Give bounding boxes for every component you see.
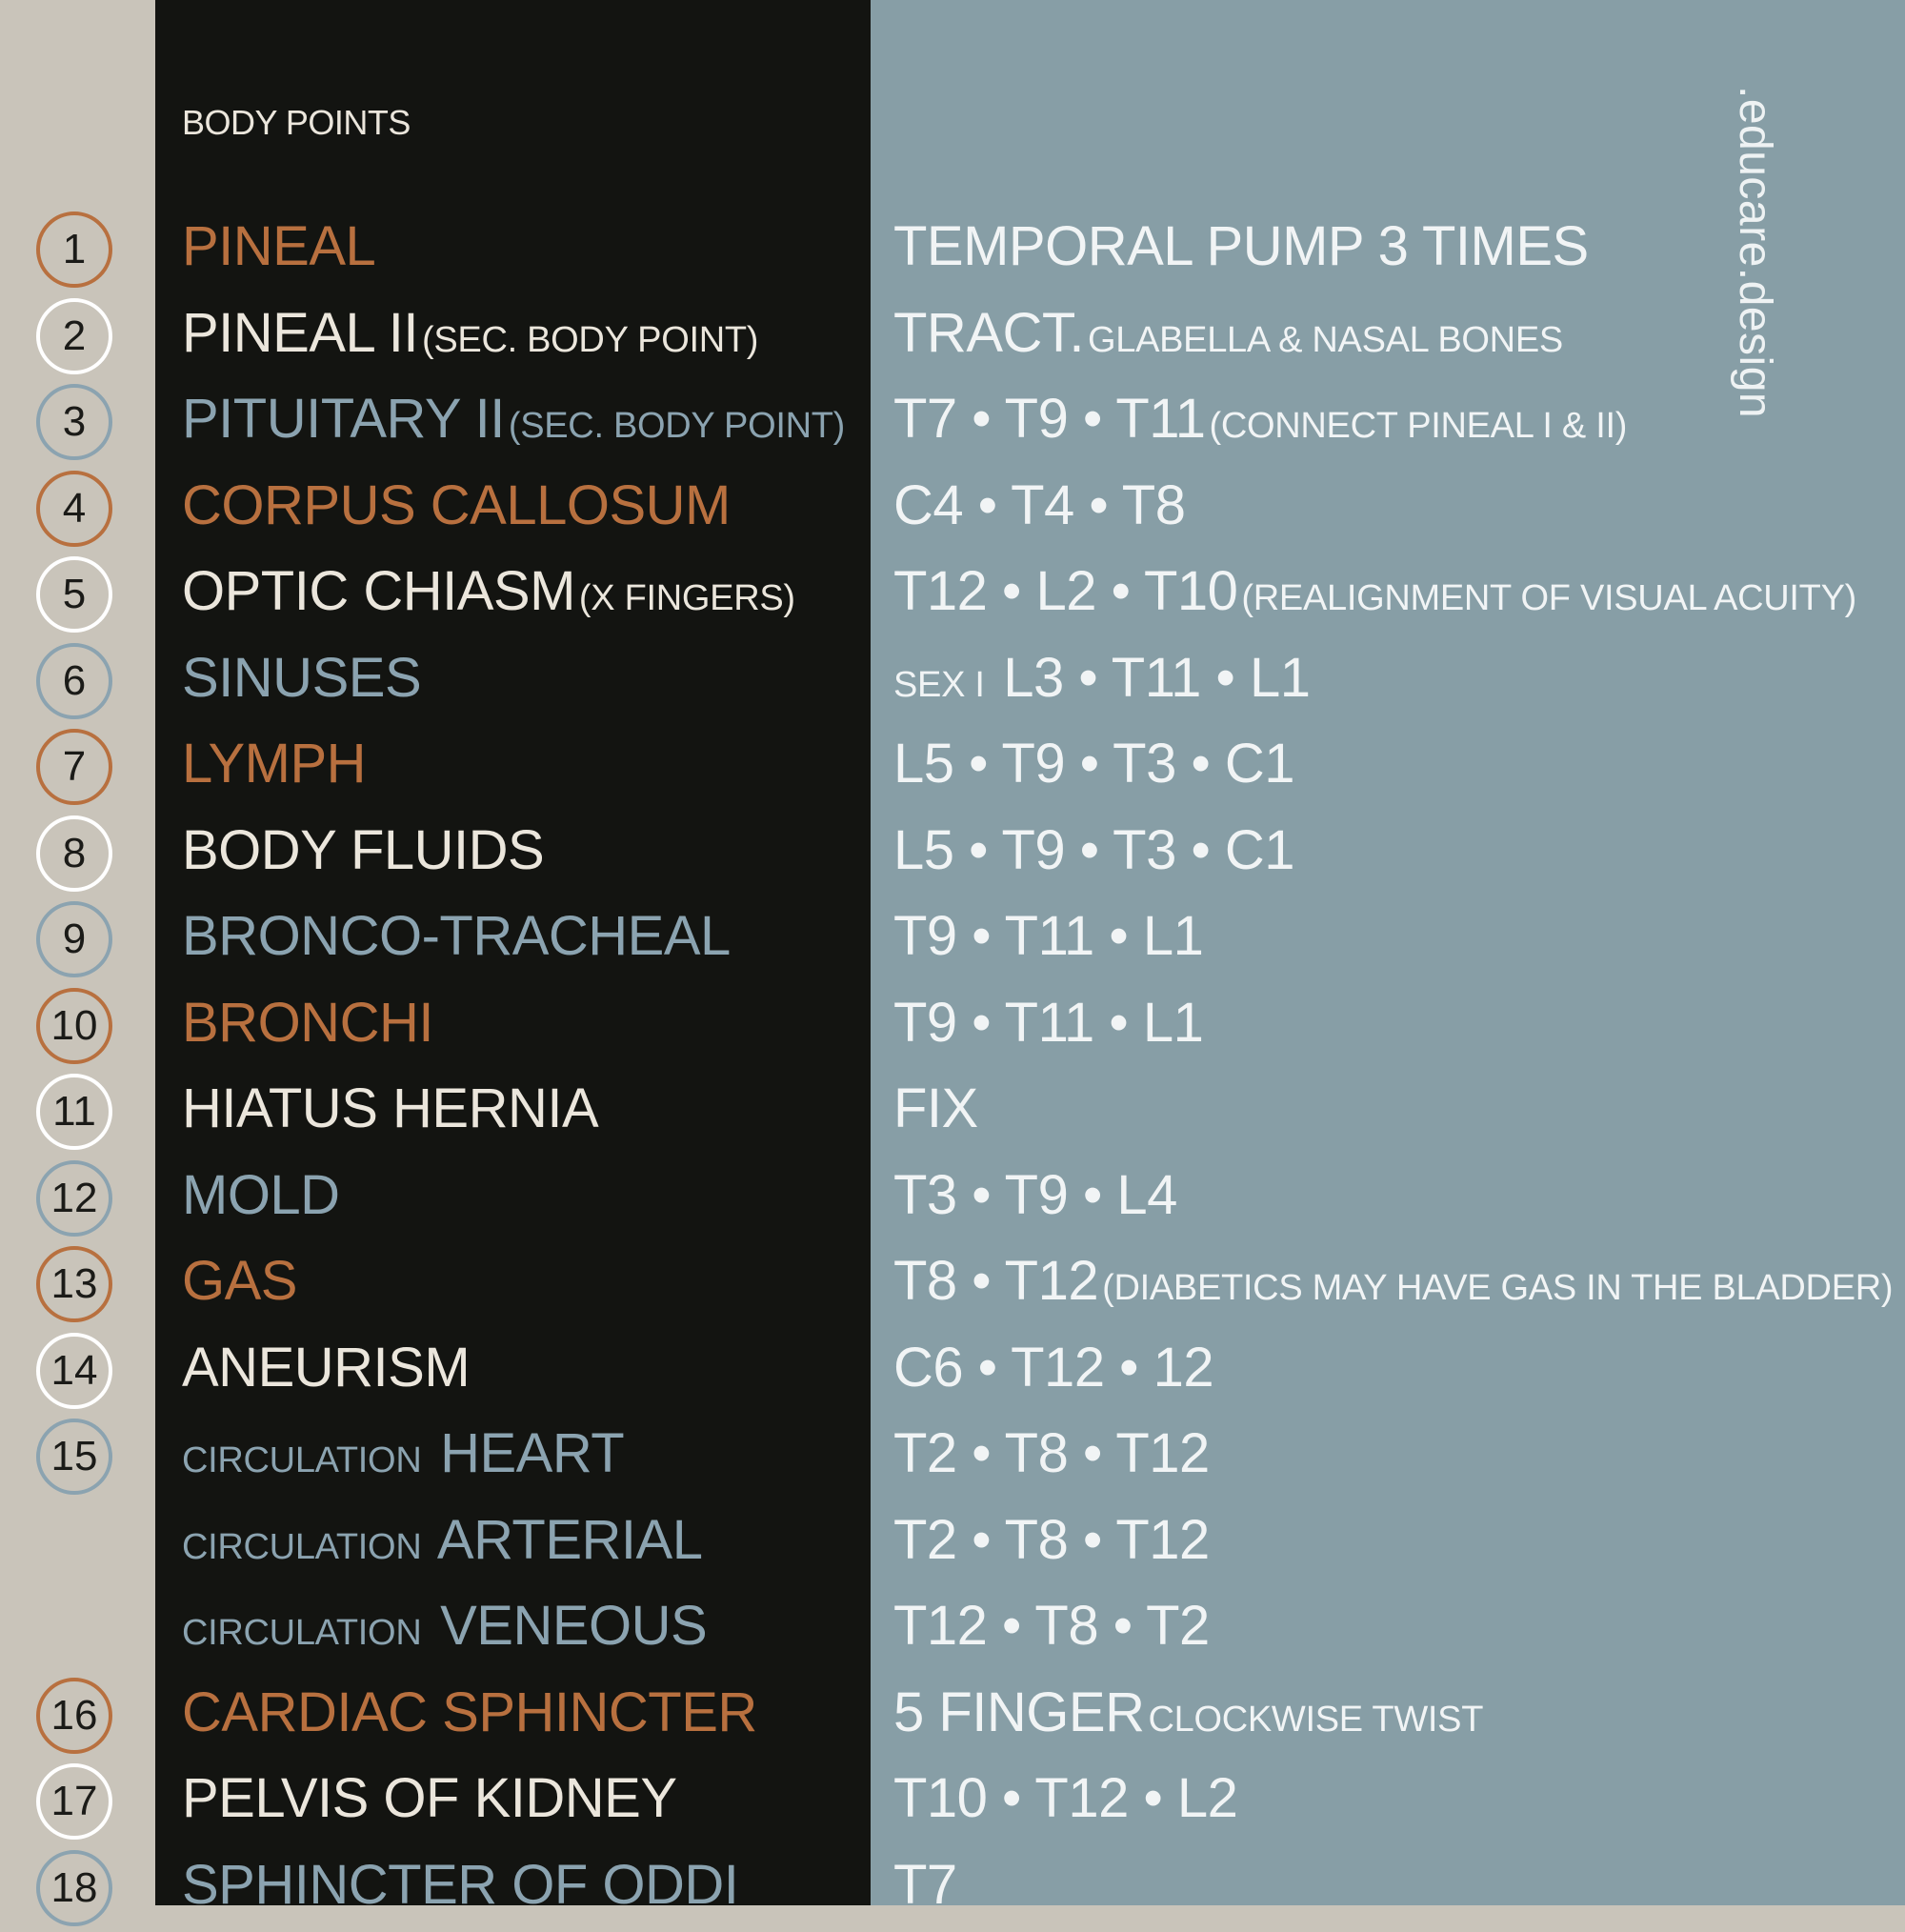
value-main: T8 • T12 — [893, 1250, 1099, 1312]
protocol-value — [893, 1593, 1210, 1660]
value-note: (CONNECT PINEAL I & II) — [1209, 406, 1628, 446]
protocol-value — [893, 990, 1203, 1057]
value-note: CLOCKWISE TWIST — [1148, 1699, 1484, 1740]
body-point-row — [0, 467, 1905, 553]
body-point-name — [182, 903, 731, 970]
value-main: T3 • T9 • L4 — [893, 1163, 1177, 1226]
value-main: C4 • T4 • T8 — [893, 473, 1186, 536]
value-main: L3 • T11 • L1 — [1003, 646, 1311, 709]
body-point-row — [0, 380, 1905, 466]
row-number-badge: 5 — [36, 556, 112, 633]
protocol-value — [893, 817, 1294, 884]
body-point-name — [182, 300, 762, 373]
row-number-badge: 15 — [36, 1419, 112, 1495]
name-main: BRONCO-TRACHEAL — [182, 905, 731, 967]
body-point-name — [182, 1852, 738, 1919]
body-point-row — [0, 812, 1905, 897]
value-main: T7 — [893, 1853, 957, 1916]
value-note: (DIABETICS MAY HAVE GAS IN THE BLADDER) — [1102, 1268, 1894, 1308]
name-main: HIATUS HERNIA — [182, 1077, 599, 1139]
protocol-value — [893, 473, 1186, 539]
protocol-value — [893, 1680, 1487, 1753]
name-main: CARDIAC SPHINCTER — [182, 1680, 757, 1743]
body-point-row — [0, 553, 1905, 638]
protocol-value — [893, 213, 1589, 280]
row-number-badge: 3 — [36, 384, 112, 460]
value-main: T12 • T8 • T2 — [893, 1595, 1210, 1657]
body-point-name — [182, 1593, 707, 1666]
protocol-value — [893, 1507, 1210, 1574]
body-point-name — [182, 473, 731, 539]
body-point-row — [0, 1674, 1905, 1760]
row-number-badge: 10 — [36, 988, 112, 1064]
name-main: CORPUS CALLOSUM — [182, 473, 731, 536]
body-point-row — [0, 1415, 1905, 1500]
row-number-badge: 13 — [36, 1246, 112, 1322]
name-main: PINEAL II — [182, 301, 419, 364]
body-point-name — [182, 1076, 598, 1142]
value-main: T9 • T11 • L1 — [893, 991, 1204, 1054]
body-point-row — [0, 294, 1905, 380]
body-point-name — [182, 645, 421, 712]
value-note: GLABELLA & NASAL BONES — [1088, 319, 1563, 360]
body-point-row — [0, 984, 1905, 1070]
body-point-row — [0, 1846, 1905, 1932]
protocol-value — [893, 731, 1294, 797]
row-number-badge: 17 — [36, 1763, 112, 1840]
value-main: C6 • T12 • 12 — [893, 1336, 1214, 1399]
value-main: L5 • T9 • T3 • C1 — [893, 733, 1295, 795]
value-main: TEMPORAL PUMP 3 TIMES — [893, 215, 1589, 277]
name-main: MOLD — [182, 1163, 340, 1226]
row-number-badge: 18 — [36, 1850, 112, 1926]
name-main: ARTERIAL — [436, 1508, 703, 1571]
body-point-row — [0, 1587, 1905, 1673]
brand-watermark: .educare.design — [1730, 86, 1780, 419]
name-main: SINUSES — [182, 646, 422, 709]
row-number-badge: 8 — [36, 815, 112, 892]
value-main: T12 • L2 • T10 — [893, 560, 1238, 622]
name-prefix: CIRCULATION — [182, 1613, 422, 1653]
body-point-row — [0, 1501, 1905, 1587]
body-point-name — [182, 386, 849, 459]
value-main: TRACT. — [893, 301, 1084, 364]
row-number-badge: 7 — [36, 729, 112, 805]
row-number-badge: 1 — [36, 211, 112, 288]
name-prefix: CIRCULATION — [182, 1440, 422, 1480]
row-number-badge: 16 — [36, 1678, 112, 1754]
body-point-name — [182, 1335, 470, 1401]
value-prefix: SEX I — [893, 664, 985, 705]
protocol-value — [893, 1852, 957, 1919]
body-point-name — [182, 990, 433, 1057]
body-point-name — [182, 731, 366, 797]
name-main: GAS — [182, 1250, 297, 1312]
protocol-value — [893, 1335, 1213, 1401]
body-point-row — [0, 1070, 1905, 1156]
name-main: PELVIS OF KIDNEY — [182, 1767, 677, 1829]
name-main: SPHINCTER OF ODDI — [182, 1853, 739, 1916]
protocol-value — [893, 1765, 1237, 1832]
name-main: HEART — [440, 1422, 625, 1484]
body-point-name — [182, 213, 375, 280]
name-main: VENEOUS — [440, 1595, 708, 1657]
value-main: T10 • T12 • L2 — [893, 1767, 1238, 1829]
row-number-badge: 11 — [36, 1074, 112, 1150]
protocol-value — [893, 903, 1203, 970]
protocol-value — [893, 1076, 978, 1142]
body-point-row — [0, 639, 1905, 725]
section-title: BODY POINTS — [182, 103, 411, 142]
value-main: T2 • T8 • T12 — [893, 1508, 1210, 1571]
protocol-value — [893, 1248, 1896, 1321]
protocol-value — [893, 1420, 1210, 1487]
name-main: PINEAL — [182, 215, 376, 277]
body-point-name — [182, 1507, 702, 1580]
row-number-badge: 12 — [36, 1160, 112, 1237]
body-point-row — [0, 1329, 1905, 1415]
row-number-badge: 6 — [36, 643, 112, 719]
name-note: (SEC. BODY POINT) — [422, 319, 759, 360]
row-number-badge: 4 — [36, 471, 112, 547]
protocol-value — [893, 558, 1860, 632]
body-point-name — [182, 1162, 340, 1229]
value-main: T9 • T11 • L1 — [893, 905, 1204, 967]
name-main: BODY FLUIDS — [182, 818, 545, 881]
row-number-badge: 9 — [36, 901, 112, 977]
row-number-badge: 14 — [36, 1333, 112, 1409]
body-point-name — [182, 558, 799, 632]
body-point-row — [0, 1760, 1905, 1845]
body-point-row — [0, 1242, 1905, 1328]
name-note: (SEC. BODY POINT) — [508, 406, 845, 446]
body-point-row — [0, 1157, 1905, 1242]
body-point-name — [182, 1765, 677, 1832]
protocol-value — [893, 300, 1567, 373]
value-main: T7 • T9 • T11 — [893, 388, 1206, 450]
value-main: FIX — [893, 1077, 978, 1139]
protocol-value — [893, 386, 1631, 459]
name-main: BRONCHI — [182, 991, 433, 1054]
name-main: OPTIC CHIASM — [182, 560, 575, 622]
body-point-name — [182, 1680, 757, 1746]
body-point-row — [0, 725, 1905, 811]
name-main: PITUITARY II — [182, 388, 505, 450]
row-number-badge: 2 — [36, 298, 112, 374]
name-main: LYMPH — [182, 733, 367, 795]
protocol-value — [893, 1162, 1177, 1229]
value-main: L5 • T9 • T3 • C1 — [893, 818, 1295, 881]
protocol-value — [893, 645, 1310, 718]
body-point-name — [182, 1248, 297, 1315]
body-point-name — [182, 817, 544, 884]
body-point-row — [0, 208, 1905, 293]
body-point-name — [182, 1420, 624, 1494]
name-main: ANEURISM — [182, 1336, 471, 1399]
name-prefix: CIRCULATION — [182, 1526, 422, 1567]
value-note: (REALIGNMENT OF VISUAL ACUITY) — [1241, 578, 1856, 618]
name-note: (X FINGERS) — [578, 578, 795, 618]
value-main: 5 FINGER — [893, 1680, 1145, 1743]
body-point-row — [0, 897, 1905, 983]
value-main: T2 • T8 • T12 — [893, 1422, 1210, 1484]
